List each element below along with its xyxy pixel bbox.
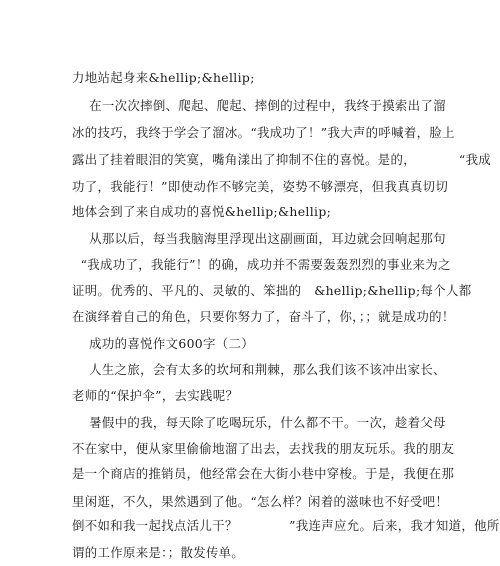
text-line: 是一个商店的推销员，他经常会在大街小巷中穿梭。于是，我便在那	[72, 466, 455, 481]
text-line: 人生之旅，会有太多的坎坷和荆棘，那么我们该不该冲出家长、	[72, 362, 446, 377]
text-line: 从那以后，每当我脑海里浮现出这副画面，耳边就会回响起那句	[72, 231, 446, 246]
text-line: 在一次次摔倒、爬起、爬起、摔倒的过程中，我终于摸索出了溜	[72, 98, 446, 113]
section-heading: 成功的喜悦作文600字（二）	[72, 336, 255, 351]
text-line: 证明。优秀的、平凡的、灵敏的、笨拙的 &hellip;&hellip;每个人都	[72, 283, 472, 298]
text-line: “我成功了，我能行”！的确，成功并不需要轰轰烈烈的事业来为之	[72, 257, 451, 272]
text-line: 不在家中，便从家里偷偷地溜了出去，去找我的朋友玩乐。我的朋友	[72, 441, 455, 456]
text-line: 倒不如和我一起找点活儿干？ ”我连声应允。后来，我才知道，他所	[72, 518, 500, 533]
text-line: 里闲逛，不久，果然遇到了他。“怎么样？闲着的滋味也不好受吧！	[72, 494, 449, 509]
text-line: 力地站起身来&hellip;&hellip;	[72, 70, 255, 85]
text-line: 谓的工作原来是：；散发传单。	[72, 545, 245, 560]
text-line: 暑假中的我，每天除了吃喝玩乐，什么都不干。一次，趁着父母	[72, 415, 446, 430]
text-line: 冰的技巧，我终于学会了溜冰。“我成功了！”我大声的呼喊着，脸上	[72, 125, 455, 140]
text-line: 地体会到了来自成功的喜悦&hellip;&hellip;	[72, 204, 332, 219]
text-line: 功了，我能行！”即使动作不够完美，姿势不够漂亮，但我真真切切	[72, 179, 449, 194]
text-line: 在演绎着自己的角色，只要你努力了，奋斗了，你，；；就是成功的！	[72, 309, 455, 324]
text-line: 老师的“保护伞”，去实践呢？	[72, 388, 239, 403]
text-line: 露出了挂着眼泪的笑寞，嘴角漾出了抑制不住的喜悦。是的， “我成	[72, 152, 492, 167]
